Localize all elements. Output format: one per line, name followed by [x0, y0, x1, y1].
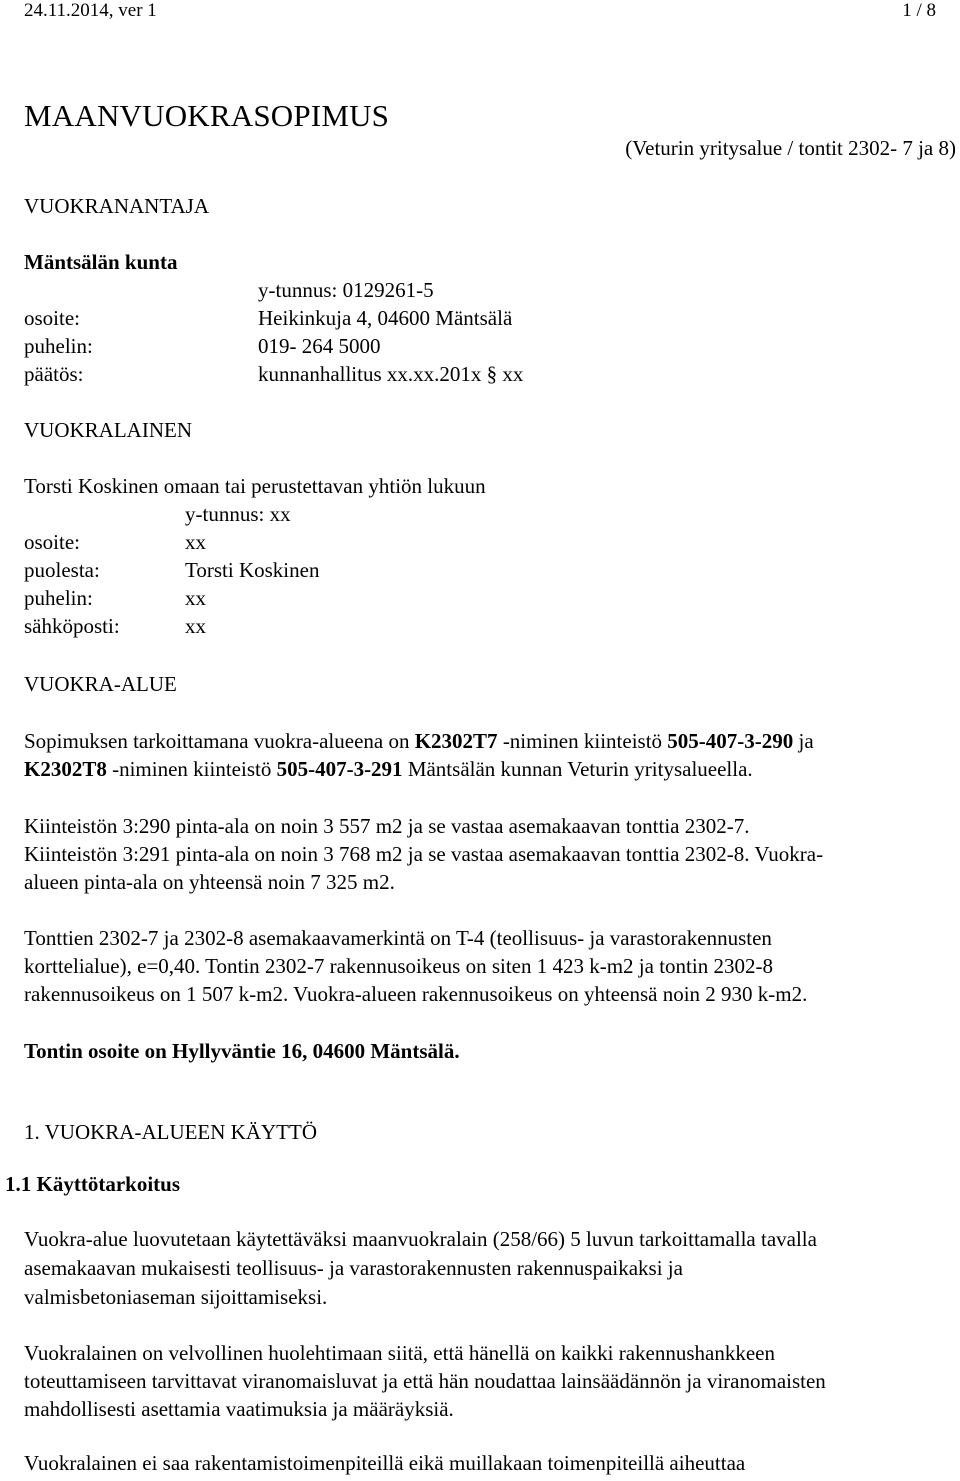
- area-paragraph-1-line-1: [24, 729, 814, 754]
- lessee-email-label: sähköposti:: [24, 614, 120, 638]
- lessor-decision-value: kunnanhallitus xx.xx.201x § xx: [258, 362, 524, 386]
- lessor-decision-label: päätös:: [24, 362, 84, 386]
- lessee-representative-value: Torsti Koskinen: [185, 558, 320, 582]
- section-1-paragraph-1-line-1: Vuokra-alue luovutetaan käytettäväksi maanvuokralain (258/66) 5 luvun tarkoittamalla tavalla: [24, 1227, 817, 1251]
- area-paragraph-2-line-1: Kiinteistön 3:290 pinta-ala on noin 3 557 m2 ja se vastaa asemakaavan tonttia 2302-7.: [24, 814, 750, 838]
- document-date-version: 24.11.2014, ver 1: [24, 0, 157, 21]
- area-paragraph-3-line-2: korttelialue), e=0,40. Tontin 2302-7 rakennusoikeus on siten 1 423 k-m2 ja tontin 2302-8: [24, 954, 773, 978]
- section-1-paragraph-2-line-2: toteuttamiseen tarvittavat viranomaisluvat ja että hän noudattaa lainsäädännön ja viranomaisten: [24, 1369, 826, 1393]
- section-1-paragraph-2-line-3: mahdollisesti asettamia vaatimuksia ja määräyksiä.: [24, 1397, 454, 1421]
- lessee-heading: VUOKRALAINEN: [24, 418, 192, 442]
- area-paragraph-3-line-3: rakennusoikeus on 1 507 k-m2. Vuokra-alueen rakennusoikeus on yhteensä noin 2 930 k-m2.: [24, 982, 808, 1006]
- lessor-heading: VUOKRANANTAJA: [24, 194, 209, 218]
- lessor-name: Mäntsälän kunta: [24, 250, 178, 274]
- property-id-k2302t7: K2302T7: [414, 729, 498, 753]
- section-1-paragraph-2-line-1: Vuokralainen on velvollinen huolehtimaan siitä, että hänellä on kaikki rakennushankkeen: [24, 1341, 776, 1365]
- lessee-email-value: xx: [185, 614, 206, 638]
- area-paragraph-2-line-2: Kiinteistön 3:291 pinta-ala on noin 3 768 m2 ja se vastaa asemakaavan tonttia 2302-8. Vuokra-: [24, 842, 824, 866]
- lessor-address-value: Heikinkuja 4, 04600 Mäntsälä: [258, 306, 513, 330]
- property-id-k2302t8: K2302T8: [24, 757, 107, 781]
- property-number-290: 505-407-3-290: [667, 729, 794, 753]
- area-text: ja: [793, 729, 814, 753]
- section-1-heading: 1. VUOKRA-ALUEEN KÄYTTÖ: [24, 1120, 317, 1144]
- lessee-ytunnus: y-tunnus: xx: [185, 502, 291, 526]
- lessee-address-label: osoite:: [24, 530, 80, 554]
- area-text: Mäntsälän kunnan Veturin yritysalueella.: [402, 757, 753, 781]
- section-1-1-heading: 1.1 Käyttötarkoitus: [5, 1172, 180, 1196]
- document-subtitle: (Veturin yritysalue / tontit 2302- 7 ja 8): [625, 136, 956, 160]
- area-paragraph-1-line-2: [24, 757, 753, 782]
- lessee-address-value: xx: [185, 530, 206, 554]
- area-paragraph-3-line-1: Tonttien 2302-7 ja 2302-8 asemakaavamerkintä on T-4 (teollisuus- ja varastorakennusten: [24, 926, 772, 950]
- lessor-ytunnus: y-tunnus: 0129261-5: [258, 278, 434, 302]
- section-1-paragraph-1-line-3: valmisbetoniaseman sijoittamiseksi.: [24, 1285, 328, 1309]
- lessor-address-label: osoite:: [24, 306, 80, 330]
- section-1-paragraph-1-line-2: asemakaavan mukaisesti teollisuus- ja varastorakennusten rakennuspaikaksi ja: [24, 1256, 683, 1280]
- lessee-phone-label: puhelin:: [24, 586, 93, 610]
- lessor-phone-label: puhelin:: [24, 334, 93, 358]
- area-text: -niminen kiinteistö: [106, 757, 277, 781]
- area-heading: VUOKRA-ALUE: [24, 672, 177, 696]
- area-text: -niminen kiinteistö: [497, 729, 668, 753]
- lessor-phone-value: 019- 264 5000: [258, 334, 381, 358]
- document-title: MAANVUOKRASOPIMUS: [24, 98, 390, 133]
- lessee-name: Torsti Koskinen omaan tai perustettavan yhtiön lukuun: [24, 474, 486, 498]
- area-paragraph-2-line-3: alueen pinta-ala on yhteensä noin 7 325 m2.: [24, 870, 395, 894]
- area-text: Sopimuksen tarkoittamana vuokra-alueena on: [24, 729, 415, 753]
- page-number: 1 / 8: [902, 0, 936, 21]
- property-number-291: 505-407-3-291: [276, 757, 403, 781]
- lessee-representative-label: puolesta:: [24, 558, 100, 582]
- lessee-phone-value: xx: [185, 586, 206, 610]
- plot-address: Tontin osoite on Hyllyväntie 16, 04600 Mäntsälä.: [24, 1039, 460, 1063]
- section-1-paragraph-3-line-1: Vuokralainen ei saa rakentamistoimenpiteillä eikä muillakaan toimenpiteillä aiheuttaa: [24, 1451, 746, 1475]
